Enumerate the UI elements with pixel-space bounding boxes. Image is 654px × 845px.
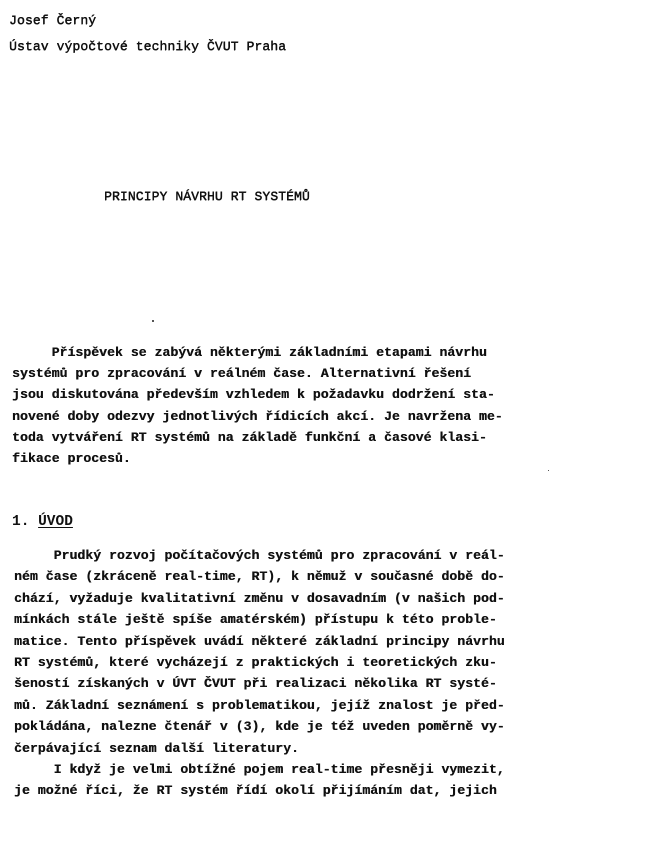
section-body (14, 545, 644, 802)
body-line: šeností získaných v ÚVT ČVUT při realizaci několika RT systé- (14, 676, 497, 692)
abstract-line: Příspěvek se zabývá některými základními etapami návrhu (12, 345, 487, 360)
section-heading (12, 512, 73, 532)
author-affiliation: Ústav výpočtové techniky ČVUT Praha (9, 39, 286, 54)
body-line: matice. Tento příspěvek uvádí některé základní principy návrhu (14, 633, 505, 649)
author-name: Josef Černý (9, 13, 97, 28)
abstract-line: systémů pro zpracování v reálném čase. Alternativní řešení (12, 366, 471, 382)
scan-speck (152, 320, 154, 322)
body-line: I když je velmi obtížné pojem real-time přesněji vymezit, (14, 761, 505, 777)
body-line: ném čase (zkráceně real-time, RT), k němuž v současné době do- (14, 569, 505, 585)
abstract-line: jsou diskutována především vzhledem k požadavku dodržení sta- (12, 387, 495, 403)
document-title: PRINCIPY NÁVRHU RT SYSTÉMŮ (104, 189, 310, 204)
abstract (12, 342, 642, 469)
body-line: RT systémů, které vycházejí z praktických i teoretických zku- (14, 654, 497, 670)
body-line: čerpávající seznam další literatury. (14, 740, 299, 756)
body-line: Prudký rozvoj počítačových systémů pro zpracování v reál- (14, 548, 505, 563)
scan-speck (548, 470, 549, 471)
body-line: mů. Základní seznámení s problematikou, jejíž znalost je před- (14, 697, 505, 713)
abstract-line: novené doby odezvy jednotlivých řídicích akcí. Je navržena me- (12, 408, 503, 424)
abstract-line: fikace procesů. (12, 450, 131, 466)
body-line: je možné říci, že RT systém řídí okolí přijímáním dat, jejich (14, 783, 497, 799)
body-line: mínkách stále ještě spíše amatérském) přístupu k této proble- (14, 612, 497, 628)
abstract-line: toda vytváření RT systémů na základě funkční a časové klasi- (12, 429, 487, 445)
body-line: chází, vyžaduje kvalitativní změnu v dosavadním (v našich pod- (14, 590, 505, 606)
section-title: ÚVOD (38, 514, 73, 530)
body-line: pokládána, nalezne čtenář v (3), kde je též uveden poměrně vy- (14, 719, 505, 735)
section-number: 1. (12, 514, 39, 530)
